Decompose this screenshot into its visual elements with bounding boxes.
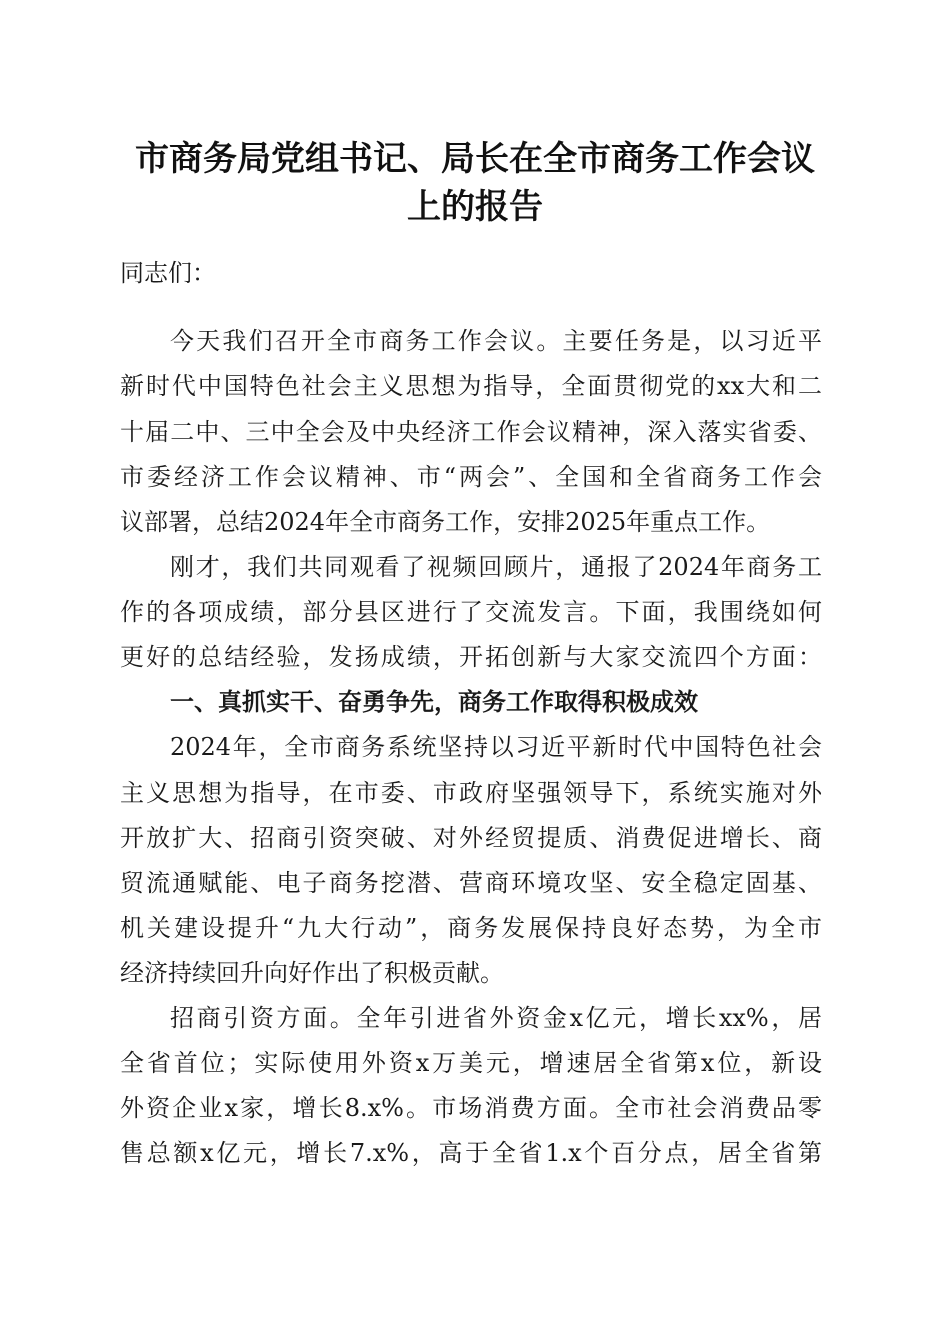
paragraph-line: 十届二中、三中全会及中央经济工作会议精神，深入落实省委、 [120,418,822,446]
paragraph-line: 售总额x亿元，增长7.x%，高于全省1.x个百分点，居全省第 [120,1139,822,1167]
paragraph-line: 今天我们召开全市商务工作会议。主要任务是，以习近平 [170,327,822,355]
paragraph-line: 刚才，我们共同观看了视频回顾片，通报了2024年商务工 [170,553,822,581]
section-heading: 一、真抓实干、奋勇争先，商务工作取得积极成效 [170,688,698,716]
salutation: 同志们： [120,259,216,287]
paragraph-line: 主义思想为指导，在市委、市政府坚强领导下，系统实施对外 [120,779,822,807]
paragraph-line: 市委经济工作会议精神、市“两会”、全国和全省商务工作会 [120,463,822,491]
paragraph-line: 机关建设提升“九大行动”，商务发展保持良好态势，为全市 [120,914,822,942]
paragraph-line: 贸流通赋能、电子商务挖潜、营商环境攻坚、安全稳定固基、 [120,869,822,897]
document-title-line-1: 市商务局党组书记、局长在全市商务工作会议 [135,139,815,179]
paragraph-line: 全省首位；实际使用外资x万美元，增速居全省第x位，新设 [120,1049,822,1077]
paragraph-line: 更好的总结经验，发扬成绩，开拓创新与大家交流四个方面： [120,643,822,671]
document-title-line-2: 上的报告 [407,187,543,227]
paragraph-line: 开放扩大、招商引资突破、对外经贸提质、消费促进增长、商 [120,824,822,852]
paragraph-line: 2024年，全市商务系统坚持以习近平新时代中国特色社会 [170,733,822,761]
paragraph-line: 外资企业x家，增长8.x%。市场消费方面。全市社会消费品零 [120,1094,822,1122]
paragraph-line: 作的各项成绩，部分县区进行了交流发言。下面，我围绕如何 [120,598,822,626]
paragraph-line: 经济持续回升向好作出了积极贡献。 [120,959,504,987]
paragraph-line: 招商引资方面。全年引进省外资金x亿元，增长xx%，居 [170,1004,822,1032]
paragraph-line: 新时代中国特色社会主义思想为指导，全面贯彻党的xx大和二 [120,372,822,400]
paragraph-line: 议部署，总结2024年全市商务工作，安排2025年重点工作。 [120,508,771,536]
